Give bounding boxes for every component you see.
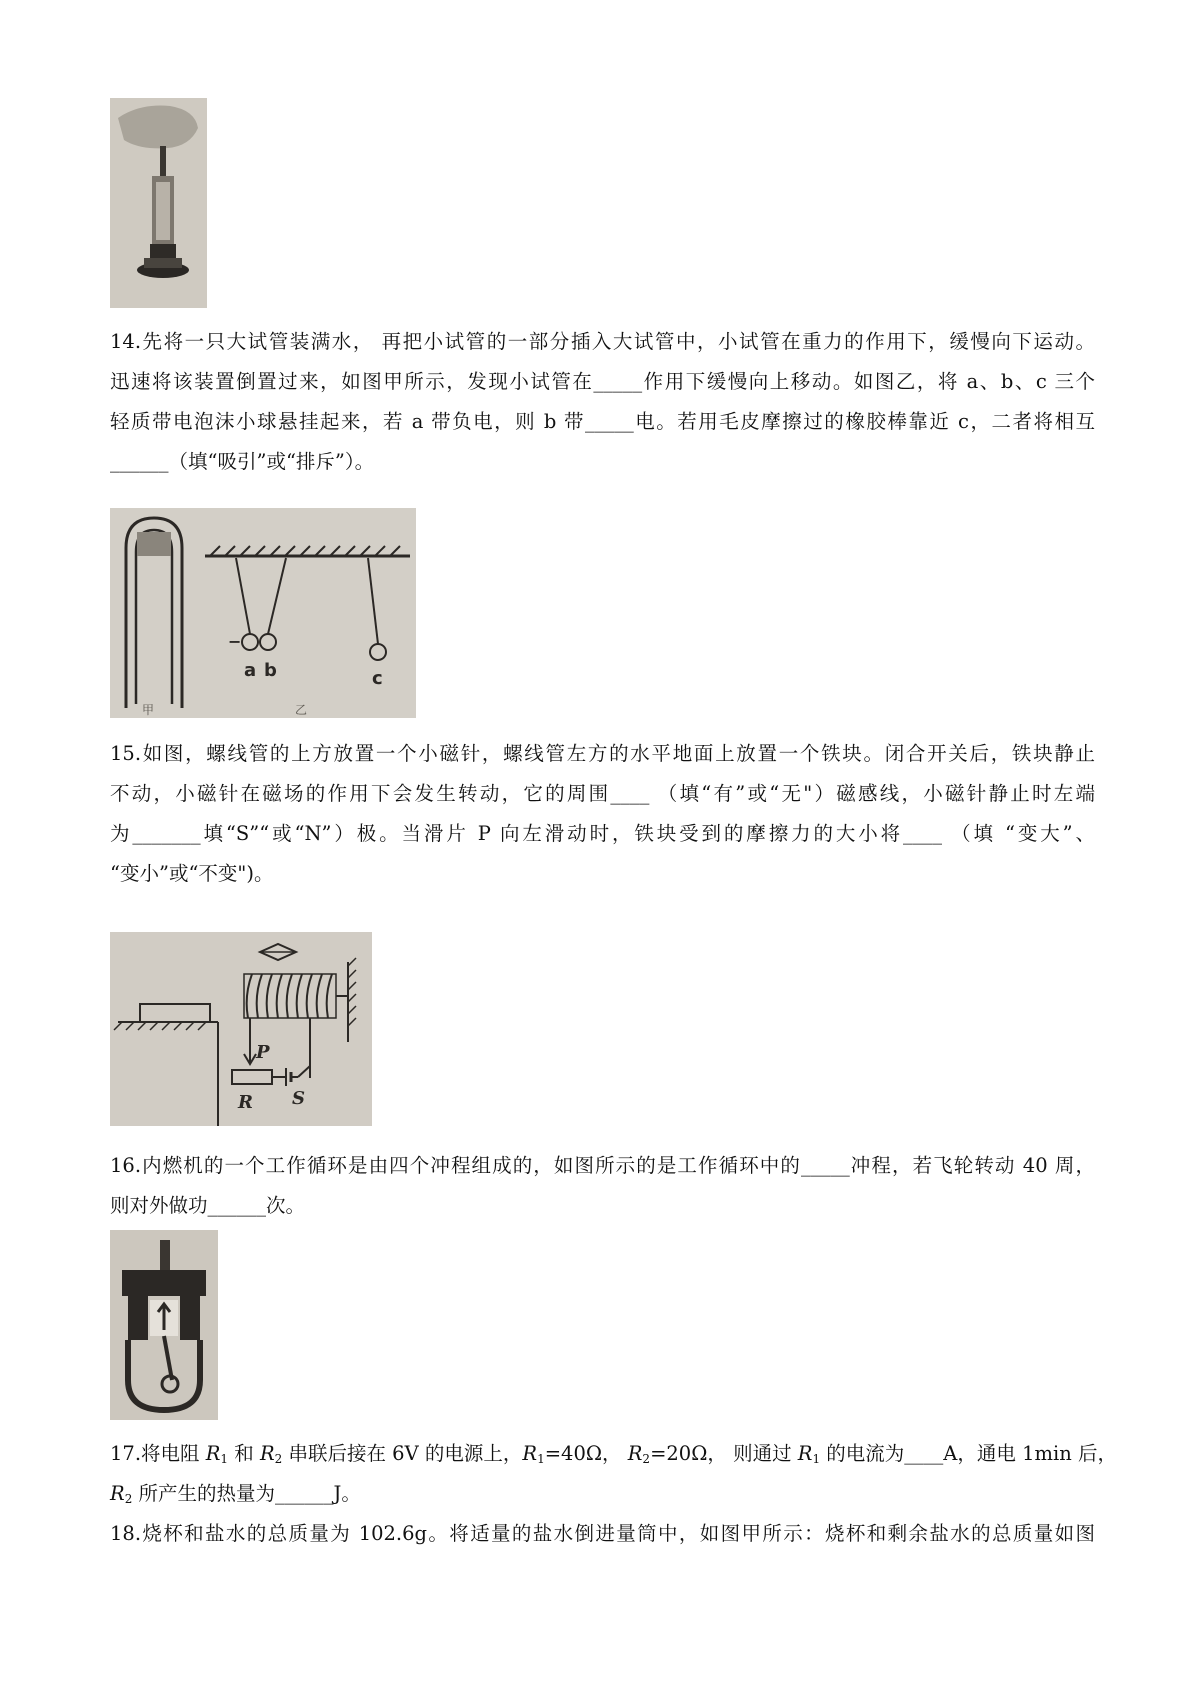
- question-17: [110, 1434, 1117, 1514]
- question-16-line-1: 16.内燃机的一个工作循环是由四个冲程组成的，如图所示的是工作循环中的_____冲程，若飞轮转动 40 周，: [110, 1154, 1095, 1177]
- label-s: S: [292, 1088, 305, 1109]
- question-14-line-4: ______（填“吸引”或“排斥”）。: [110, 450, 375, 473]
- charge-a-label: −: [228, 632, 242, 651]
- question-16-line-2: 则对外做功______次。: [110, 1194, 306, 1217]
- figure-q16-drawing: [110, 1230, 218, 1420]
- question-15-line-3: 为_______填“S”“或“N”）极。当滑片 P 向左滑动时，铁块受到的摩擦力的大小将____ （填 “变大”、: [110, 822, 1095, 845]
- syringe-photo-drawing: [110, 98, 207, 308]
- question-14: [110, 322, 1095, 482]
- ball-c-label: c: [372, 668, 383, 689]
- figure-q16-engine-stroke: [110, 1230, 218, 1420]
- figure-q13-photo: [110, 98, 207, 308]
- figure-q14-drawing: [110, 508, 416, 718]
- question-18-line-1: 18.烧杯和盐水的总质量为 102.6g。将适量的盐水倒进量筒中，如图甲所示：烧杯和剩余盐水的总质量如图: [110, 1522, 1095, 1545]
- label-p: P: [256, 1042, 270, 1063]
- question-14-line-2: 迅速将该装置倒置过来，如图甲所示，发现小试管在_____作用下缓慢向上移动。如图乙，将 a、b、c 三个: [110, 370, 1095, 393]
- question-15-line-4: “变小”或“不变")。: [110, 862, 274, 885]
- label-yi: 乙: [295, 703, 308, 717]
- figure-q14-test-tubes-and-balls: [110, 508, 416, 718]
- question-17-line-2: $R_2$ 所产生的热量为______J。: [110, 1482, 361, 1506]
- ball-b-label: b: [264, 660, 277, 681]
- figure-q15-solenoid-circuit: [110, 932, 372, 1126]
- question-17-line-1: 17.将电阻 $R_1$ 和 $R_2$ 串联后接在 6V 的电源上，$R_1=40\Omega$， $R_2=20\Omega$， 则通过 $R_1$ 的电流为____A，通电 1min 后，: [110, 1442, 1117, 1466]
- question-14-line-3: 轻质带电泡沫小球悬挂起来，若 a 带负电，则 b 带_____电。若用毛皮摩擦过的橡胶棒靠近 c，二者将相互: [110, 410, 1095, 433]
- question-15: [110, 734, 1095, 894]
- label-jia: 甲: [142, 703, 155, 717]
- question-14-line-1: 14.先将一只大试管装满水， 再把小试管的一部分插入大试管中，小试管在重力的作用下，缓慢向下运动。: [110, 330, 1095, 353]
- question-18: [110, 1514, 1095, 1554]
- question-16: [110, 1146, 1095, 1226]
- question-15-line-1: 15.如图，螺线管的上方放置一个小磁针，螺线管左方的水平地面上放置一个铁块。闭合开关后，铁块静止: [110, 742, 1095, 765]
- label-r: R: [238, 1092, 253, 1113]
- ball-a-label: a: [244, 660, 257, 681]
- figure-q15-drawing: [110, 932, 372, 1126]
- question-15-line-2: 不动，小磁针在磁场的作用下会发生转动，它的周围____ （填“有”或“无"）磁感线，小磁针静止时左端: [110, 782, 1095, 805]
